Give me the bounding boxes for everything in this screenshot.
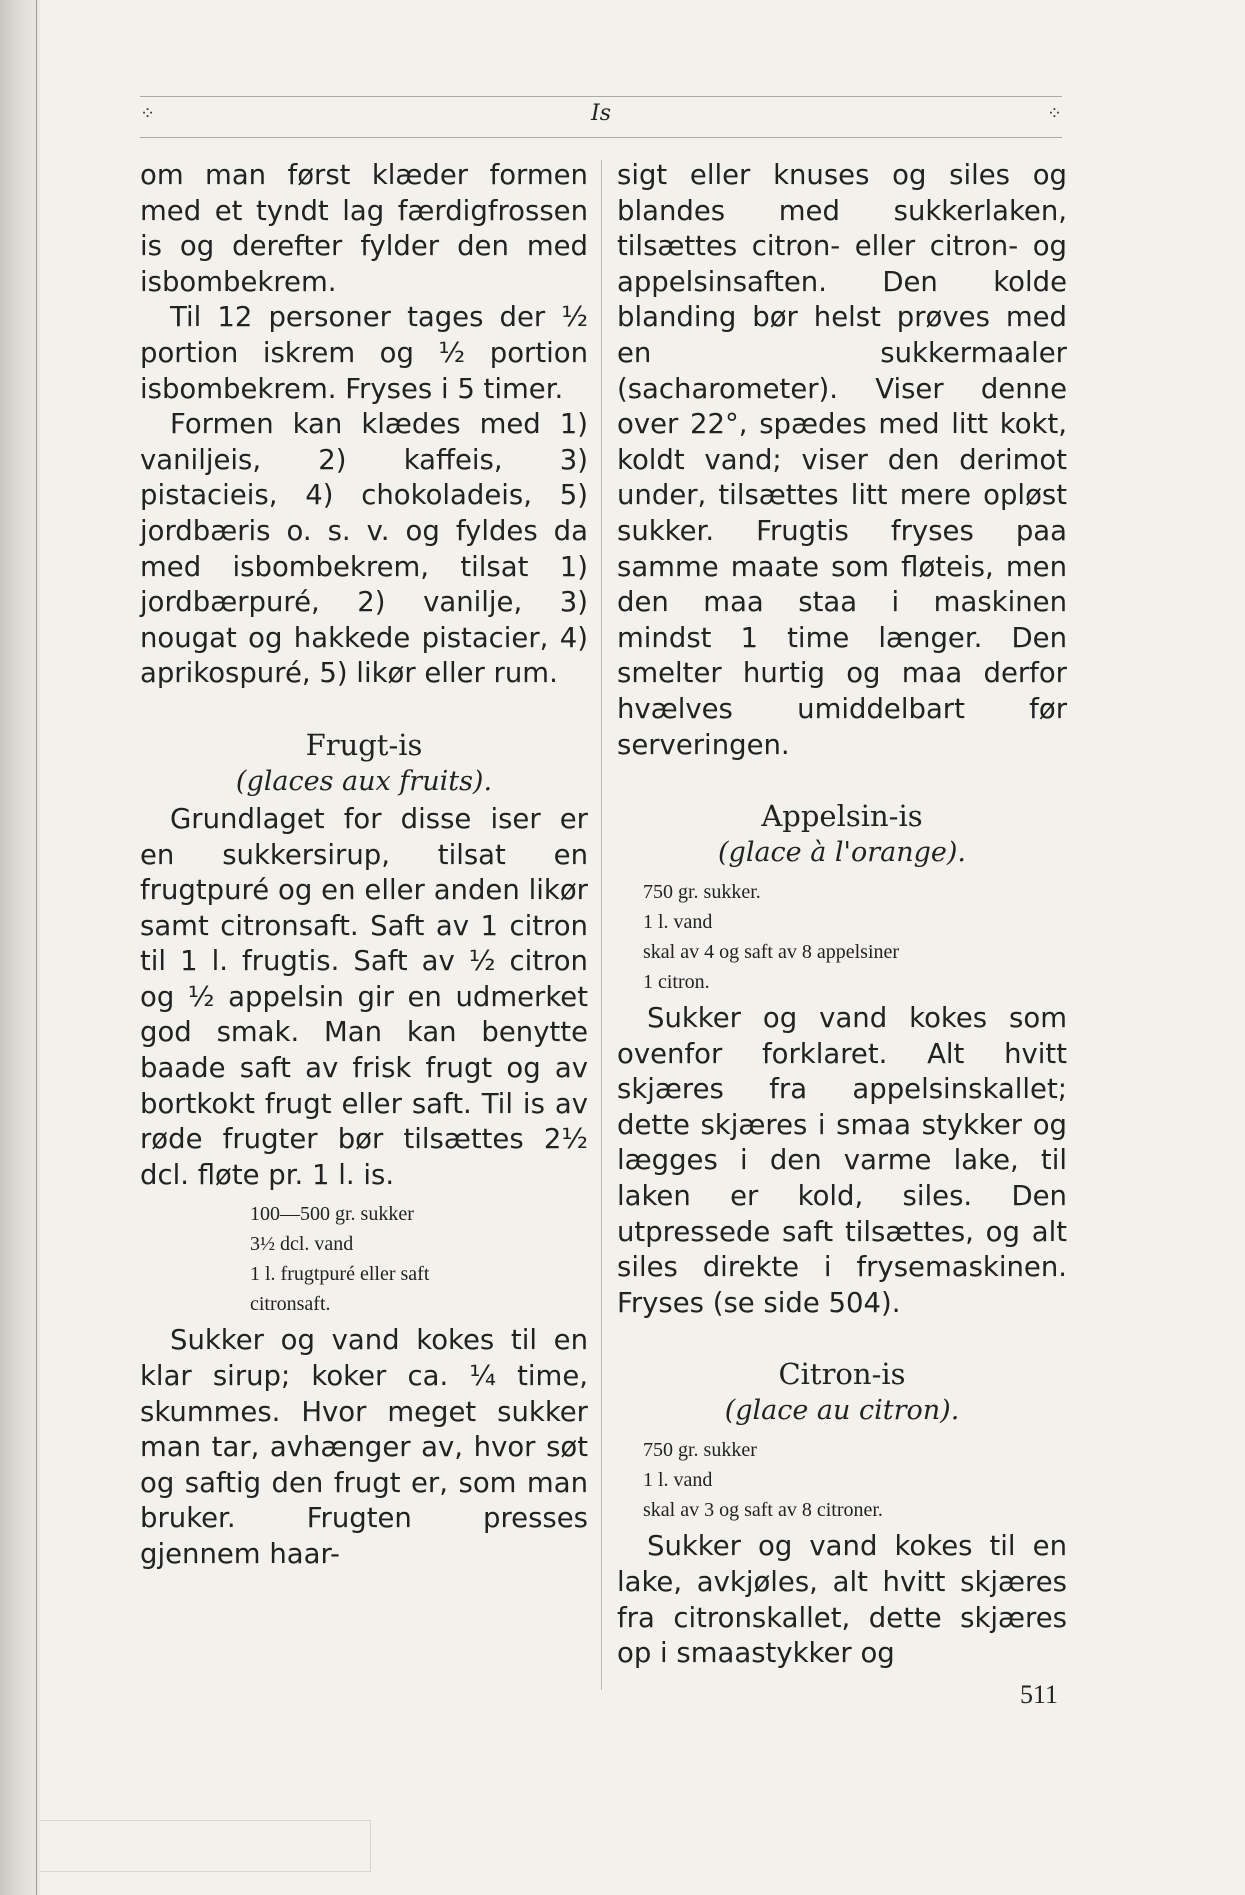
ingredient-item: 750 gr. sukker — [643, 1439, 757, 1462]
ingredient-item: skal av 3 og saft av 8 citroner. — [643, 1499, 883, 1522]
right-column — [617, 158, 1067, 1672]
ingredient-item: 1 l. frugtpuré eller saft — [250, 1263, 430, 1286]
section-subheading: (glaces aux fruits). — [235, 765, 493, 797]
ingredient-item: 1 citron. — [643, 971, 710, 994]
running-title: Is — [591, 101, 611, 126]
ingredient-list — [617, 1435, 1067, 1525]
page-number: 511 — [1020, 1680, 1059, 1709]
paragraph: om man først klæder formen med et tyndt lag færdigfrossen is og derefter fylder den med isbombekrem. — [140, 159, 588, 298]
paragraph: Grundlaget for disse iser er en sukkersirup, tilsat en frugtpuré og en eller anden likør samt citronsaft. Saft av 1 citron til 1 l. frugtis. Saft av ½ citron og ½ appelsin gir en udmerket god smak. Man kan benytte baade saft av frisk frugt og av bortkokt frugt eller saft. Til is av røde frugter bør tilsættes 2½ dcl. fløte pr. 1 l. is. — [140, 802, 588, 1191]
ingredient-item: 750 gr. sukker. — [643, 881, 761, 904]
ingredient-item: 1 l. vand — [643, 1469, 713, 1492]
section-heading-citron-is: Citron-is — [778, 1357, 906, 1392]
section-heading-frugt-is: Frugt-is — [305, 727, 423, 762]
binding-line — [36, 0, 37, 1895]
ingredient-list — [617, 877, 1067, 997]
running-header — [140, 96, 1062, 138]
ingredient-item: citronsaft. — [250, 1293, 331, 1316]
section-heading-appelsin-is: Appelsin-is — [761, 799, 923, 834]
paragraph: Sukker og vand kokes til en klar sirup; koker ca. ¼ time, skummes. Hvor meget sukker man tar, avhænger av, hvor søt og saftig den frugt er, som man bruker. Frugten presses gjennem haar- — [140, 1324, 588, 1570]
left-column — [140, 158, 588, 1573]
ingredient-item: 3½ dcl. vand — [250, 1233, 354, 1256]
book-spine-shadow — [0, 0, 40, 1895]
section-subheading: (glace à l'orange). — [718, 837, 966, 869]
ornament-right-icon: ⁘ — [1046, 103, 1062, 124]
paragraph: Til 12 personer tages der ½ portion iskrem og ½ portion isbombekrem. Fryses i 5 timer. — [140, 301, 588, 405]
ornament-left-icon: ⁘ — [140, 103, 156, 124]
column-divider — [601, 160, 602, 1690]
ingredient-item: skal av 4 og saft av 8 appelsiner — [643, 941, 900, 964]
ingredient-list — [140, 1199, 588, 1319]
ingredient-item: 1 l. vand — [643, 911, 713, 934]
paragraph: Sukker og vand kokes til en lake, avkjøles, alt hvitt skjæres fra citronskallet, dette skjæres op i smaastykker og — [617, 1530, 1067, 1670]
paragraph: sigt eller knuses og siles og blandes med sukkerlaken, tilsættes citron- eller citron- og appelsinsaften. Den kolde blanding bør helst prøves med en sukkermaaler (sacharometer). Viser denne over 22°, spædes med litt kokt, koldt vand; viser den derimot under, tilsættes litt mere opløst sukker. Frugtis fryses paa samme maate som fløteis, men den maa staa i maskinen mindst 1 time længer. Den smelter hurtig og maa derfor hvælves umiddelbart før serveringen. — [617, 159, 1067, 761]
ingredient-item: 100—500 gr. sukker — [250, 1203, 414, 1226]
page-edge-mark — [40, 1820, 371, 1872]
paragraph: Sukker og vand kokes som ovenfor forklaret. Alt hvitt skjæres fra appelsinskallet; dette skjæres i smaa stykker og lægges i den varme lake, til laken er kold, siles. Den utpressede saft tilsættes, og alt siles direkte i frysemaskinen. Fryses (se side 504). — [617, 1002, 1067, 1319]
paragraph: Formen kan klædes med 1) vaniljeis, 2) kaffeis, 3) pistacieis, 4) chokoladeis, 5) jordbæris o. s. v. og fyldes da med isbombekrem, tilsat 1) jordbærpuré, 2) vanilje, 3) nougat og hakkede pistacier, 4) aprikospuré, 5) likør eller rum. — [140, 408, 588, 690]
section-subheading: (glace au citron). — [724, 1395, 960, 1427]
